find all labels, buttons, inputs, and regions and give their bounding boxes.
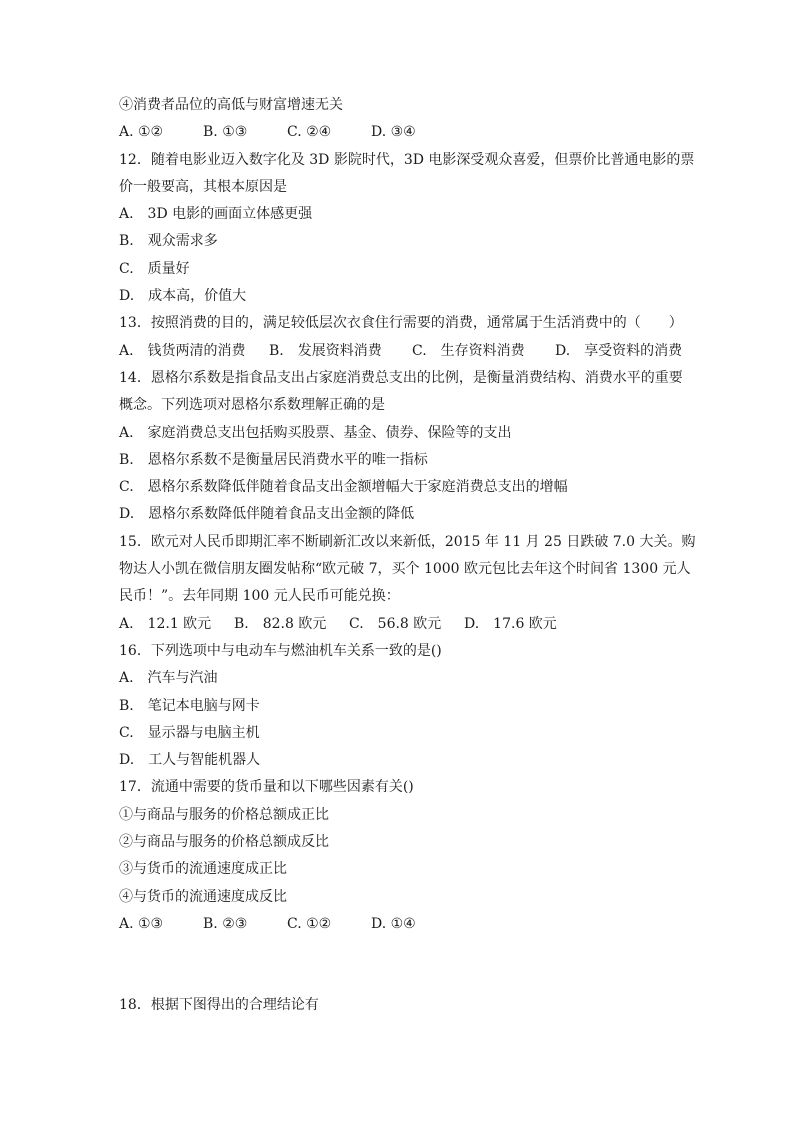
q17-item-4: ④与货币的流通速度成反比 [119, 888, 287, 905]
q15-stem-line-3: 民币！”。去年同期 100 元人民币可能兑换： [119, 588, 400, 605]
q16-stem: 16．下列选项中与电动车与燃油机车关系一致的是() [119, 642, 442, 659]
q17-option-c: C. ①② [287, 915, 332, 932]
q11-option-c: C. ②④ [287, 124, 332, 141]
q11-option-b: B. ①③ [203, 124, 248, 141]
q17-options [119, 911, 699, 938]
blank-gap [119, 938, 699, 992]
q13-option-a: A. 钱货两清的消费 [119, 342, 246, 359]
q17-option-b: B. ②③ [203, 915, 248, 932]
q16-option-b: B. 笔记本电脑与网卡 [119, 697, 260, 714]
q15-option-b: B. 82.8 欧元 [234, 615, 327, 632]
q15-option-a: A. 12.1 欧元 [119, 615, 212, 632]
q13-stem: 13．按照消费的目的，满足较低层次衣食住行需要的消费，通常属于生活消费中的（ ） [119, 315, 683, 332]
q12-option-a: A. 3D 电影的画面立体感更强 [119, 206, 313, 223]
q12-stem-line-2: 价一般要高，其根本原因是 [119, 178, 287, 195]
q13-option-b: B. 发展资料消费 [269, 342, 382, 359]
q17-item-1: ①与商品与服务的价格总额成正比 [119, 806, 329, 823]
q11-option-d: D. ③④ [371, 124, 416, 141]
q11-option-a: A. ①② [119, 124, 164, 141]
q11-item-4: ④消费者品位的高低与财富增速无关 [119, 97, 343, 113]
q14-stem-line-1: 14．恩格尔系数是指食品支出占家庭消费总支出的比例，是衡量消费结构、消费水平的重要 [119, 369, 683, 386]
q12-stem-line-1: 12．随着电影业迈入数字化及 3D 影院时代，3D 电影深受观众喜爱，但票价比普通电影的票 [119, 151, 695, 168]
q17-item-3: ③与货币的流通速度成正比 [119, 861, 287, 878]
q17-option-a: A. ①③ [119, 915, 164, 932]
q17-stem: 17．流通中需要的货币量和以下哪些因素有关() [119, 779, 414, 796]
q15-option-d: D. 17.6 欧元 [464, 615, 557, 632]
q15-options [119, 611, 699, 638]
q12-option-c: C. 质量好 [119, 260, 190, 277]
document-page [119, 92, 699, 1020]
q15-option-c: C. 56.8 欧元 [349, 615, 442, 632]
q14-option-c: C. 恩格尔系数降低伴随着食品支出金额增幅大于家庭消费总支出的增幅 [119, 479, 568, 496]
q15-stem-line-2: 物达人小凯在微信朋友圈发帖称“欧元破 7，买个 1000 欧元包比去年这个时间省 1300 元人 [119, 561, 691, 578]
q17-option-d: D. ①④ [371, 915, 416, 932]
q17-item-2: ②与商品与服务的价格总额成反比 [119, 834, 329, 851]
q13-options [119, 338, 699, 365]
q14-option-a: A. 家庭消费总支出包括购买股票、基金、债券、保险等的支出 [119, 424, 512, 441]
q12-option-d: D. 成本高，价值大 [119, 288, 247, 305]
q14-stem-line-2: 概念。下列选项对恩格尔系数理解正确的是 [119, 397, 385, 414]
q11-options [119, 119, 699, 146]
q13-option-c: C. 生存资料消费 [412, 342, 525, 359]
q16-option-d: D. 工人与智能机器人 [119, 752, 261, 769]
q15-stem-line-1: 15．欧元对人民币即期汇率不断刷新汇改以来新低，2015 年 11 月 25 日跌破 7.0 大关。购 [119, 533, 696, 550]
q18-stem: 18．根据下图得出的合理结论有 [119, 997, 319, 1014]
q14-option-b: B. 恩格尔系数不是衡量居民消费水平的唯一指标 [119, 451, 428, 468]
q14-option-d: D. 恩格尔系数降低伴随着食品支出金额的降低 [119, 506, 415, 523]
q16-option-c: C. 显示器与电脑主机 [119, 724, 260, 741]
q12-option-b: B. 观众需求多 [119, 233, 218, 250]
q13-option-d: D. 享受资料的消费 [555, 342, 683, 359]
q16-option-a: A. 汽车与汽油 [119, 670, 218, 687]
